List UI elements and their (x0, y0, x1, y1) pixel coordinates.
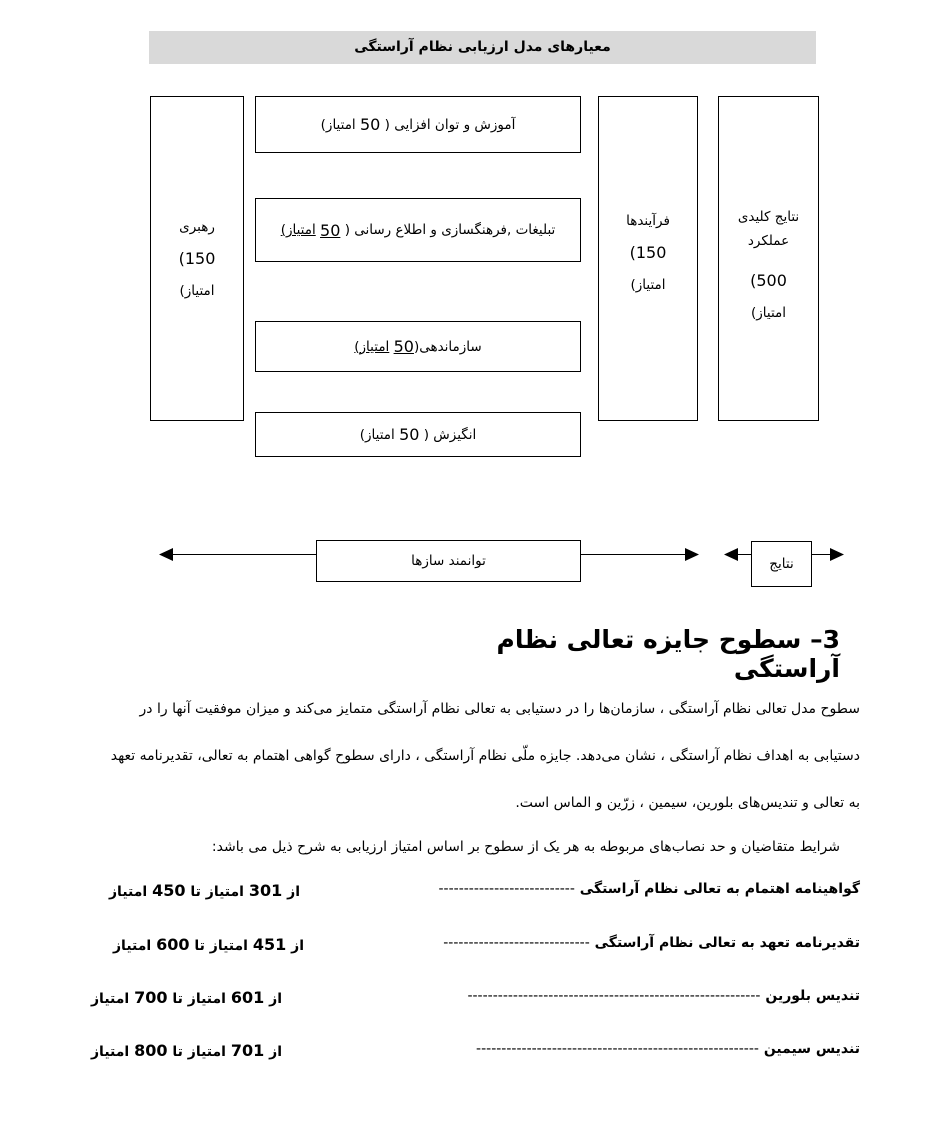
results-arrow-label: نتایج (751, 541, 812, 587)
arrow-right-icon (830, 548, 844, 561)
key-results-score: 500) (750, 271, 787, 290)
enabler-motivation-unit: امتیاز) (359, 426, 395, 443)
enabler-promotion-score: 50 (320, 220, 341, 240)
level-row (467, 988, 860, 1004)
enablers-arrow-label: توانمند سازها (316, 540, 581, 582)
paragraph-line-2: دستیابی به اهداف نظام آراستگی ، نشان می‌دهد. جایزه ملّی نظام آراستگی ، دارای سطوح گواهی اهتمام به تعالی، تقدیرنامه تعهد (110, 748, 860, 764)
key-results-label-1: نتایج کلیدی (737, 209, 800, 225)
leadership-label: رهبری (179, 218, 215, 235)
arrow-left-icon (724, 548, 738, 561)
enabler-training-score: 50 (359, 115, 381, 134)
diagram-title: معیارهای مدل ارزیابی نظام آراستگی (149, 31, 816, 64)
enabler-promotion-unit: امتیاز) (280, 222, 316, 238)
level-name: گواهینامه اهتمام به تعالی نظام آراستگی (579, 881, 860, 897)
level-name: تندیس سیمین (763, 1041, 860, 1057)
level-score-range: از 301 امتیاز تا 450 امتیاز (109, 881, 300, 900)
dotted-leader: -------------------------------------------------------- (476, 1041, 759, 1057)
level-name: تندیس بلورین (765, 988, 860, 1004)
level-row (476, 1041, 860, 1057)
enabler-training-unit: امتیاز) (320, 116, 356, 133)
leadership-box (150, 96, 244, 421)
arrow-right-icon (685, 548, 699, 561)
key-results-unit: امتیاز) (750, 305, 787, 321)
dotted-leader: ----------------------------- (443, 935, 590, 951)
dotted-leader: ---------------------------------------------------------- (467, 988, 761, 1004)
level-name: تقدیرنامه تعهد به تعالی نظام آراستگی (594, 935, 860, 951)
level-row (443, 935, 860, 951)
level-score-range: از 451 امتیاز تا 600 امتیاز (113, 935, 304, 954)
level-score-range: از 601 امتیاز تا 700 امتیاز (91, 988, 282, 1007)
key-results-label-2: عملکرد (747, 233, 790, 249)
level-score-range: از 701 امتیاز تا 800 امتیاز (91, 1041, 282, 1060)
enabler-organizing-label: سازماندهی( (413, 338, 482, 355)
conditions-intro: شرایط متقاضیان و حد نصاب‌های مربوطه به هر یک از سطوح بر اساس امتیاز ارزیابی به شرح ذیل می باشد: (211, 839, 840, 855)
enabler-training-box (255, 96, 581, 153)
enabler-organizing-box (255, 321, 581, 372)
arrow-left-icon (159, 548, 173, 561)
level-row (439, 881, 861, 897)
enabler-motivation-label: انگیزش ( (423, 426, 477, 443)
key-results-box (718, 96, 819, 421)
enabler-promotion-box (255, 198, 581, 262)
leadership-score: 150) (178, 248, 216, 268)
enabler-motivation-box (255, 412, 581, 457)
leadership-unit: امتیاز) (179, 282, 215, 299)
processes-unit: امتیاز) (630, 277, 666, 293)
enabler-organizing-unit: امتیاز) (354, 338, 390, 355)
processes-score: 150) (629, 243, 667, 262)
enabler-training-label: آموزش و توان افزایی ( (384, 116, 516, 133)
processes-box (598, 96, 698, 421)
enabler-promotion-label: تبلیغات ,فرهنگسازی و اطلاع رسانی ( (344, 222, 556, 238)
enabler-organizing-score: 50 (393, 337, 414, 356)
paragraph-line-3: به تعالی و تندیس‌های بلورین، سیمین ، زرّین و الماس است. (515, 795, 860, 811)
enabler-motivation-score: 50 (399, 425, 420, 444)
paragraph-line-1: سطوح مدل تعالی نظام آراستگی ، سازمان‌ها را در دستیابی به تعالی نظام آراستگی متمایز می‌کند و میزان موفقیت آنها را در (139, 701, 860, 717)
section-heading: 3– سطوح جایزه تعالی نظام آراستگی (496, 625, 840, 683)
dotted-leader: --------------------------- (438, 881, 575, 897)
processes-label: فرآیندها (626, 213, 670, 229)
